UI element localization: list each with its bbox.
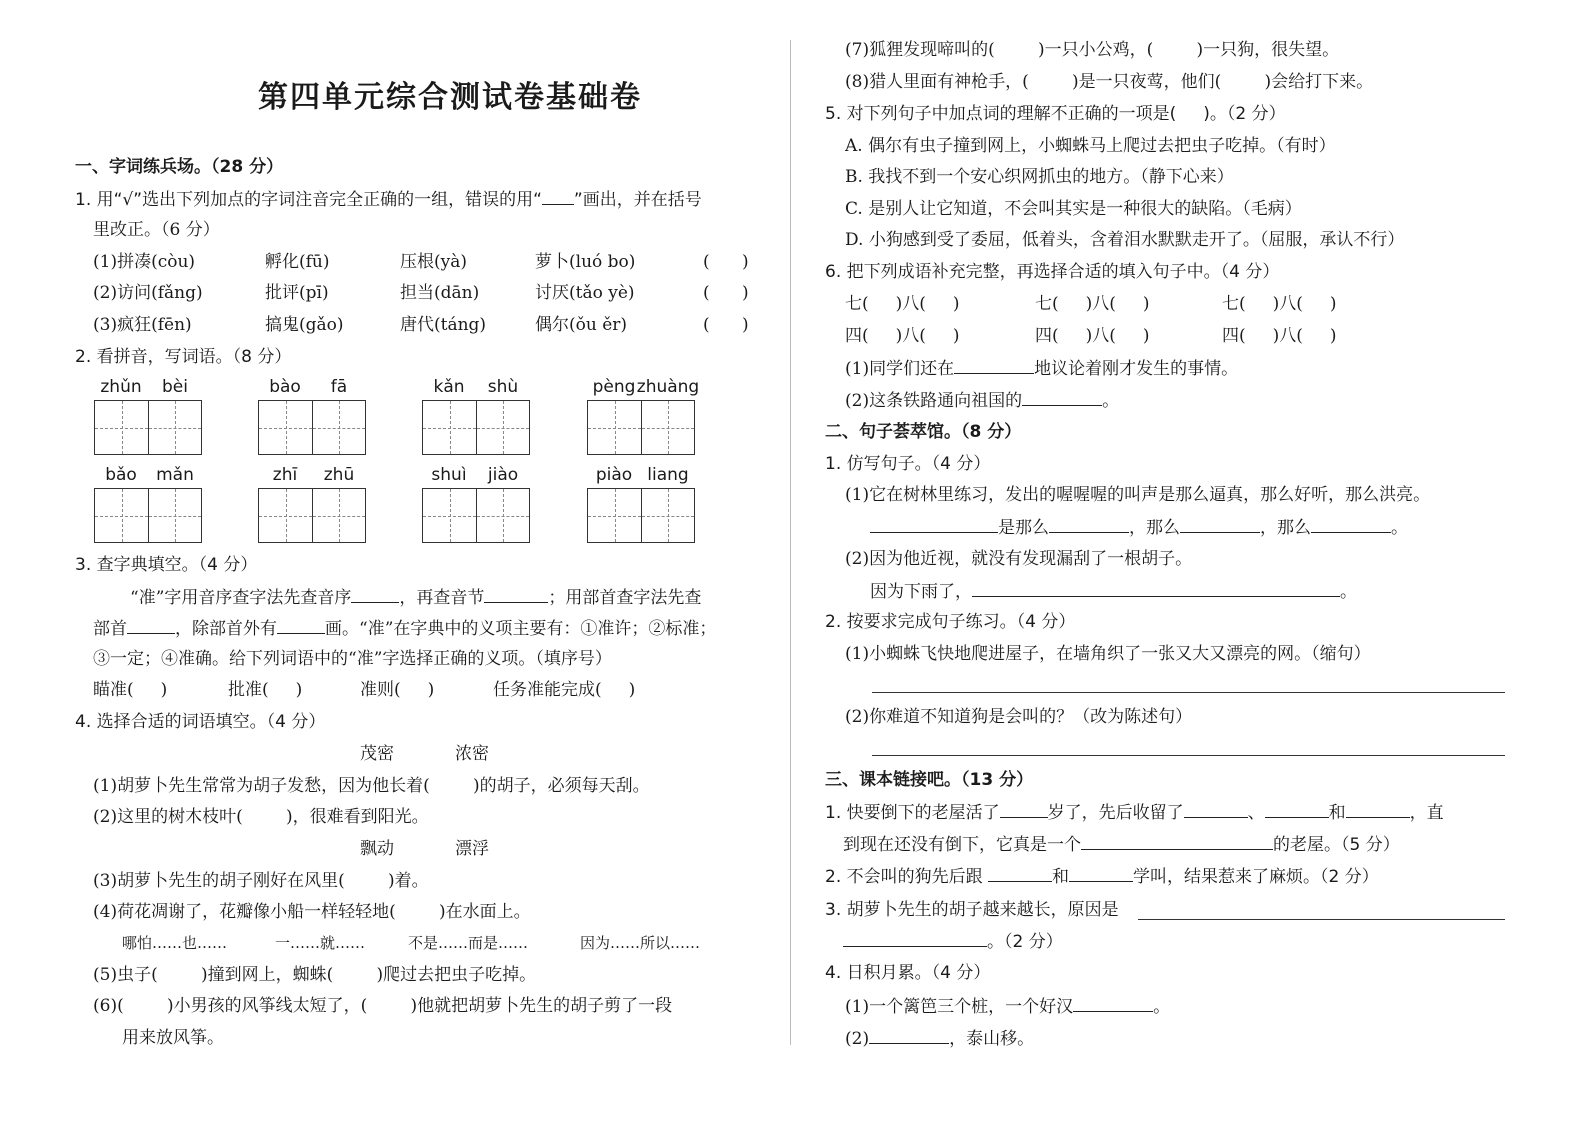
s3-question-1: 1. 快要倒下的老屋活了 岁了，先后收留了 、 和 ，直 [825,803,1444,823]
conjunction-choice: 哪怕……也…… [122,934,228,952]
tianzige-cell[interactable] [95,489,148,542]
s3-question-3-cont: 。（2 分） [843,930,1063,953]
s3-question-2: 2. 不会叫的狗先后跟 和 学叫，结果惹来了麻烦。（2 分） [825,867,1379,887]
s3-question-4: 4. 日积月累。（4 分） [825,963,991,983]
pinyin-item: 偶尔(ǒu ěr) [535,315,628,335]
q6-item-2: (2)这条铁路通向祖国的 。 [845,391,1120,411]
pinyin-label: mǎn [156,465,194,485]
idiom-blank: 四( )八( ) [845,326,960,346]
pinyin-item: (3)疯狂(fēn) [93,315,192,335]
pinyin-item: (1)拼凑(còu) [93,252,196,272]
writing-grid[interactable] [94,488,202,543]
idiom-blank: 七( )八( ) [1035,294,1150,314]
s2-q1-item-2: (2)因为他近视，就没有发现漏刮了一根胡子。 [845,549,1193,569]
pinyin-label: zhǔn [100,377,142,397]
q4-item-5: (5)虫子( )撞到网上，蜘蛛( )爬过去把虫子吃掉。 [93,965,537,985]
pinyin-label: zhū [323,465,355,485]
tianzige-cell[interactable] [641,401,694,454]
q3-word-4: 任务准能完成( ) [493,680,636,700]
q4-item-1: (1)胡萝卜先生常常为胡子发愁，因为他长着( )的胡子，必须每天刮。 [93,776,650,796]
pinyin-item: (2)访问(fǎng) [93,283,203,303]
fill-blank[interactable] [1069,865,1133,882]
pinyin-item: 担当(dān) [400,283,480,303]
fill-blank[interactable] [988,865,1052,882]
q4-item-3: (3)胡萝卜先生的胡子刚好在风里( )着。 [93,871,429,891]
q4-item-6: (6)( )小男孩的风筝线太短了，( )他就把胡萝卜先生的胡子剪了一段 [93,996,673,1016]
q4-item-2: (2)这里的树木枝叶( )，很难看到阳光。 [93,807,429,827]
word-choice: 浓密 [455,744,489,764]
pinyin-label: piào [595,465,633,485]
pinyin-label: bèi [162,377,188,397]
pinyin-label: bǎo [105,465,137,485]
fill-blank[interactable] [1073,995,1153,1012]
tianzige-cell[interactable] [259,489,312,542]
fill-blank[interactable] [1184,801,1248,818]
q4-item-8: (8)猎人里面有神枪手，( )是一只夜莺，他们( )会给打下来。 [845,72,1374,92]
word-choice: 茂密 [360,744,394,764]
question-1-text: 1. 用“√”选出下列加点的字词注音完全正确的一组，错误的用“ ”画出，并在括号 [75,190,702,210]
pinyin-item: 唐代(táng) [400,315,487,335]
question-5-text: 5. 对下列句子中加点词的理解不正确的一项是( )。（2 分） [825,104,1286,124]
column-divider [790,40,791,1045]
s3-q4-item-2: (2) ，泰山移。 [845,1029,1035,1049]
answer-line [872,755,1505,756]
s2-q1-item-1: (1)它在树林里练习，发出的喔喔喔的叫声是那么逼真，那么好听，那么洪亮。 [845,485,1431,505]
fill-blank[interactable] [954,357,1034,374]
s2-q2-item-1: (1)小蜘蛛飞快地爬进屋子，在墙角织了一张又大又漂亮的网。（缩句） [845,644,1371,664]
pinyin-label: zhī [272,465,298,485]
idiom-blank: 四( )八( ) [1222,326,1337,346]
writing-grid[interactable] [94,400,202,455]
tianzige-cell[interactable] [476,401,529,454]
answer-parens: ( ) [703,315,749,335]
q4-item-7: (7)狐狸发现啼叫的( )一只小公鸡，( )一只狗，很失望。 [845,40,1340,60]
fill-blank[interactable] [1311,516,1391,533]
pinyin-label: liang [647,465,689,485]
tianzige-cell[interactable] [423,489,476,542]
s2-question-2: 2. 按要求完成句子练习。（4 分） [825,612,1076,632]
fill-blank[interactable] [972,580,1340,597]
writing-grid[interactable] [587,400,695,455]
writing-grid[interactable] [422,488,530,543]
fill-blank[interactable] [869,1027,949,1044]
pinyin-item: 讨厌(tǎo yè) [535,283,635,303]
fill-blank[interactable] [843,930,987,947]
section-1-heading: 一、字词练兵场。（28 分） [75,157,284,177]
conjunction-choice: 一……就…… [275,934,366,952]
question-6-text: 6. 把下列成语补充完整，再选择合适的填入句子中。（4 分） [825,262,1280,282]
s2-question-1: 1. 仿写句子。（4 分） [825,454,991,474]
pinyin-label: shù [487,377,519,397]
question-3-line-1: “准”字用音序查字法先查音序 ，再查音节 ；用部首查字法先查 [130,588,702,608]
s2-q1-item-2-answer: 因为下雨了， 。 [870,582,1357,602]
writing-grid[interactable] [422,400,530,455]
section-2-heading: 二、句子荟萃馆。（8 分） [825,422,1022,442]
fill-blank[interactable] [277,617,325,634]
pinyin-label: zhuàng [636,377,700,397]
word-choice: 漂浮 [455,839,489,859]
idiom-blank: 四( )八( ) [1035,326,1150,346]
pinyin-label: kǎn [433,377,465,397]
fill-blank[interactable] [1346,801,1410,818]
tianzige-cell[interactable] [588,401,641,454]
section-3-heading: 三、课本链接吧。（13 分） [825,770,1034,790]
question-3-line-2: 部首 ，除部首外有 画。“准”在字典中的义项主要有：①准许；②标准； [93,619,717,639]
s3-question-3: 3. 胡萝卜先生的胡子越来越长，原因是 [825,900,1119,920]
pinyin-label: shuì [431,465,467,485]
answer-parens: ( ) [703,283,749,303]
fill-blank[interactable] [1265,801,1329,818]
writing-grid[interactable] [258,400,366,455]
writing-grid[interactable] [587,488,695,543]
q3-word-2: 批准( ) [228,680,303,700]
answer-line [872,692,1505,693]
pinyin-label: jiào [487,465,519,485]
option-a: A. 偶尔有虫子撞到网上，小蜘蛛马上爬过去把虫子吃掉。（有时） [845,136,1336,156]
answer-line [1138,919,1505,920]
pinyin-label: fā [330,377,348,397]
fill-blank[interactable] [1180,516,1260,533]
pinyin-item: 批评(pī) [265,283,329,303]
conjunction-choice: 不是……而是…… [408,934,529,952]
option-c: C. 是别人让它知道，不会叫其实是一种很大的缺陷。（毛病） [845,199,1302,219]
question-2-text: 2. 看拼音，写词语。（8 分） [75,347,292,367]
page-title: 第四单元综合测试卷基础卷 [258,80,642,115]
tianzige-cell[interactable] [148,489,201,542]
tianzige-cell[interactable] [148,401,201,454]
fill-blank[interactable] [542,188,574,205]
question-4-text: 4. 选择合适的词语填空。（4 分） [75,712,326,732]
fill-blank[interactable] [484,586,548,603]
tianzige-cell[interactable] [259,401,312,454]
idiom-blank: 七( )八( ) [1222,294,1337,314]
s3-question-1-cont: 到现在还没有倒下，它真是一个 的老屋。（5 分） [843,835,1400,855]
q3-word-1: 瞄准( ) [93,680,168,700]
word-choice: 飘动 [360,839,394,859]
q4-item-6-cont: 用来放风筝。 [122,1028,224,1048]
option-b: B. 我找不到一个安心织网抓虫的地方。（静下心来） [845,167,1234,187]
s2-q2-item-2: (2)你难道不知道狗是会叫的？（改为陈述句） [845,707,1193,727]
s2-q1-item-1-answer: 是那么 ，那么 ，那么 。 [870,516,1408,539]
fill-blank[interactable] [127,617,175,634]
q3-word-3: 准则( ) [360,680,435,700]
fill-blank[interactable] [1000,801,1048,818]
fill-blank[interactable] [1081,833,1273,850]
pinyin-item: 萝卜(luó bo) [535,252,636,272]
tianzige-cell[interactable] [423,401,476,454]
tianzige-cell[interactable] [476,489,529,542]
fill-blank[interactable] [1022,389,1102,406]
question-1-text-cont: 里改正。（6 分） [93,220,220,240]
conjunction-choice: 因为……所以…… [580,934,701,952]
writing-grid[interactable] [258,488,366,543]
pinyin-item: 压根(yà) [400,252,468,272]
pinyin-item: 孵化(fū) [265,252,330,272]
tianzige-cell[interactable] [312,401,365,454]
fill-blank[interactable] [870,516,998,533]
option-d: D. 小狗感到受了委屈，低着头，含着泪水默默走开了。（屈服，承认不行） [845,230,1405,250]
tianzige-cell[interactable] [588,489,641,542]
pinyin-label: bào [269,377,301,397]
tianzige-cell[interactable] [312,489,365,542]
pinyin-item: 搞鬼(gǎo) [265,315,344,335]
tianzige-cell[interactable] [641,489,694,542]
pinyin-label: pèng [592,377,636,397]
q6-item-1: (1)同学们还在 地议论着刚才发生的事情。 [845,359,1239,379]
s3-q4-item-1: (1)一个篱笆三个桩，一个好汉 。 [845,997,1171,1017]
fill-blank[interactable] [351,586,399,603]
answer-parens: ( ) [703,252,749,272]
idiom-blank: 七( )八( ) [845,294,960,314]
question-3-text: 3. 查字典填空。（4 分） [75,555,258,575]
fill-blank[interactable] [1049,516,1129,533]
tianzige-cell[interactable] [95,401,148,454]
q4-item-4: (4)荷花凋谢了，花瓣像小船一样轻轻地( )在水面上。 [93,902,531,922]
question-3-line-3: ③一定；④准确。给下列词语中的“准”字选择正确的义项。（填序号） [93,649,612,669]
